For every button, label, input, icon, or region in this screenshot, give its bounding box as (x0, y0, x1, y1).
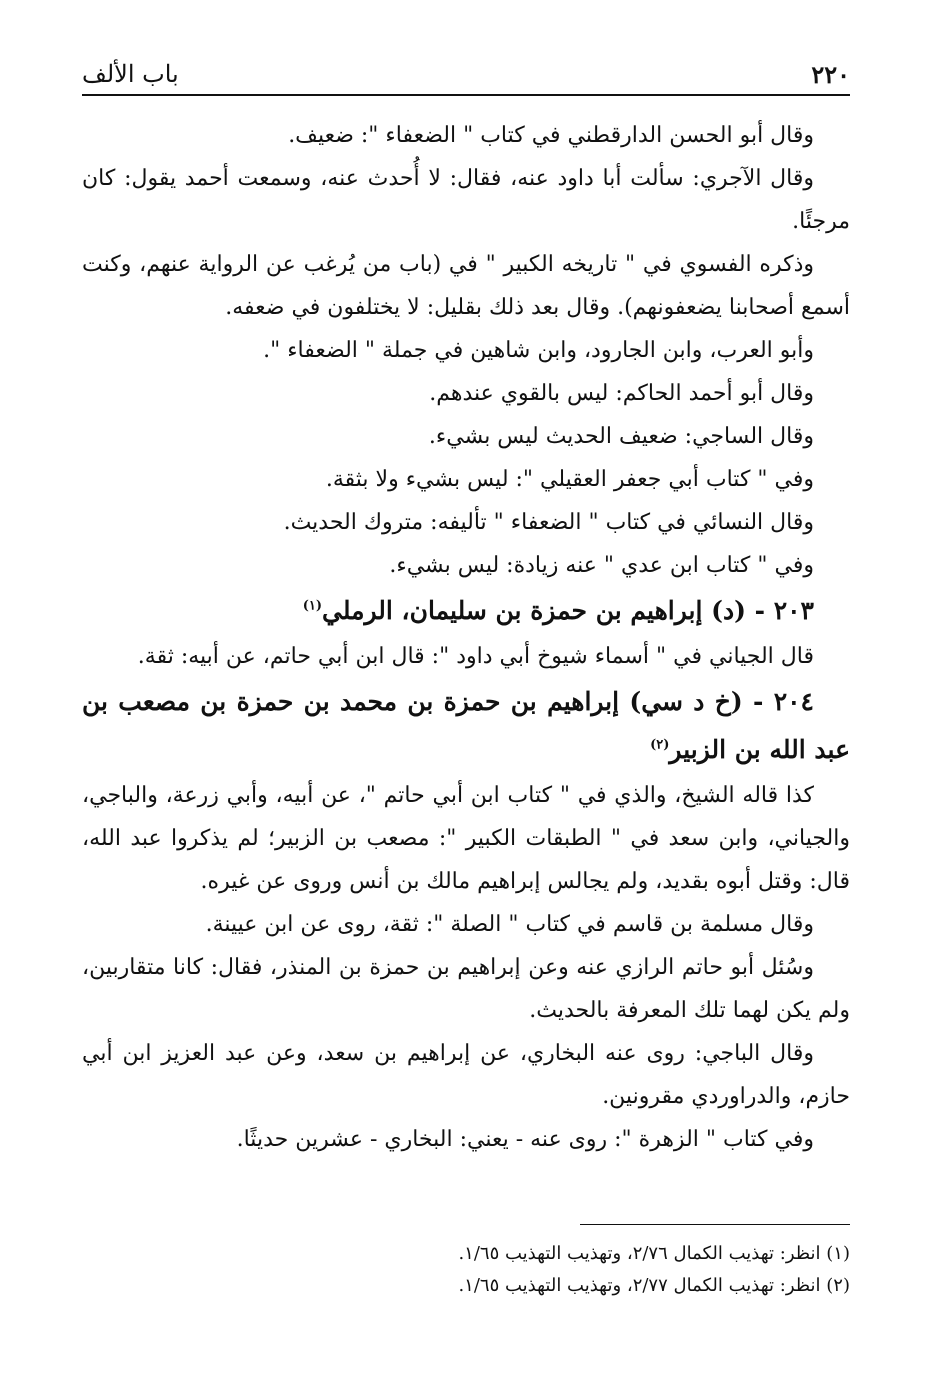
entry-heading-text: ٢٠٣ - (د) إبراهيم بن حمزة بن سليمان، الرملي (321, 596, 814, 625)
paragraph: وقال الساجي: ضعيف الحديث ليس بشيء. (428, 424, 814, 449)
page (82, 56, 850, 1356)
main-text (82, 114, 850, 1161)
paragraph: وقال أبو الحسن الدارقطني في كتاب " الضعفاء ": ضعيف. (288, 123, 814, 148)
paragraph: وفي " كتاب ابن عدي " عنه زيادة: ليس بشيء. (389, 553, 814, 578)
paragraph: كذا قاله الشيخ، والذي في " كتاب ابن أبي حاتم "، عن أبيه، وأبي زرعة، والباجي، والجياني، وابن سعد في " الطبقات الكبير ": مصعب بن الزبير؛ لم يذكروا عبد الله، قال: وقتل أبوه بقديد، ولم يجالس إبراهيم مالك بن أنس وروى عن غيره. (82, 783, 850, 894)
paragraph: وقال الباجي: روى عنه البخاري، عن إبراهيم بن سعد، وعن عبد العزيز ابن أبي حازم، والدراوردي مقرونين. (82, 1041, 850, 1109)
page-header (82, 56, 850, 96)
entry-heading-text: ٢٠٤ - (خ د سي) إبراهيم بن حمزة بن محمد بن حمزة بن مصعب بن عبد الله بن الزبير (82, 687, 850, 764)
footnote: (٢) انظر: تهذيب الكمال ٢/٧٧، وتهذيب التهذيب ١/٦٥. (458, 1275, 850, 1296)
paragraph: وقال النسائي في كتاب " الضعفاء " تأليفه: متروك الحديث. (283, 510, 814, 535)
section-title: باب الألف (82, 60, 179, 88)
entry-heading (82, 587, 850, 635)
paragraph: وقال أبو أحمد الحاكم: ليس بالقوي عندهم. (429, 381, 814, 406)
paragraph: وقال مسلمة بن قاسم في كتاب " الصلة ": ثقة، روى عن ابن عيينة. (205, 912, 814, 937)
footnote-divider (580, 1224, 850, 1225)
paragraph: وذكره الفسوي في " تاريخه الكبير " في (باب من يُرغب عن الرواية عنهم، وكنت أسمع أصحابنا يضعفونهم). وقال بعد ذلك بقليل: لا يختلفون في ضعفه. (82, 252, 850, 320)
footnote: (١) انظر: تهذيب الكمال ٢/٧٦، وتهذيب التهذيب ١/٦٥. (458, 1243, 850, 1264)
footnote-ref: (١) (302, 598, 322, 614)
page-number: ٢٢٠ (811, 60, 850, 89)
paragraph: وأبو العرب، وابن الجارود، وابن شاهين في جملة " الضعفاء ". (263, 338, 814, 363)
paragraph: وسُئل أبو حاتم الرازي عنه وعن إبراهيم بن حمزة بن المنذر، فقال: كانا متقاربين، ولم يكن لهما تلك المعرفة بالحديث. (82, 955, 850, 1023)
paragraph: وفي كتاب " الزهرة ": روى عنه - يعني: البخاري - عشرين حديثًا. (236, 1127, 814, 1152)
entry-heading (82, 678, 850, 774)
paragraph: وفي " كتاب أبي جعفر العقيلي ": ليس بشيء ولا بثقة. (325, 467, 814, 492)
paragraph: قال الجياني في " أسماء شيوخ أبي داود ": قال ابن أبي حاتم، عن أبيه: ثقة. (137, 644, 814, 669)
paragraph: وقال الآجري: سألت أبا داود عنه، فقال: لا أُحدث عنه، وسمعت أحمد يقول: كان مرجئًا. (82, 166, 850, 234)
footnotes (82, 1238, 850, 1302)
footnote-ref: (٢) (650, 737, 670, 753)
